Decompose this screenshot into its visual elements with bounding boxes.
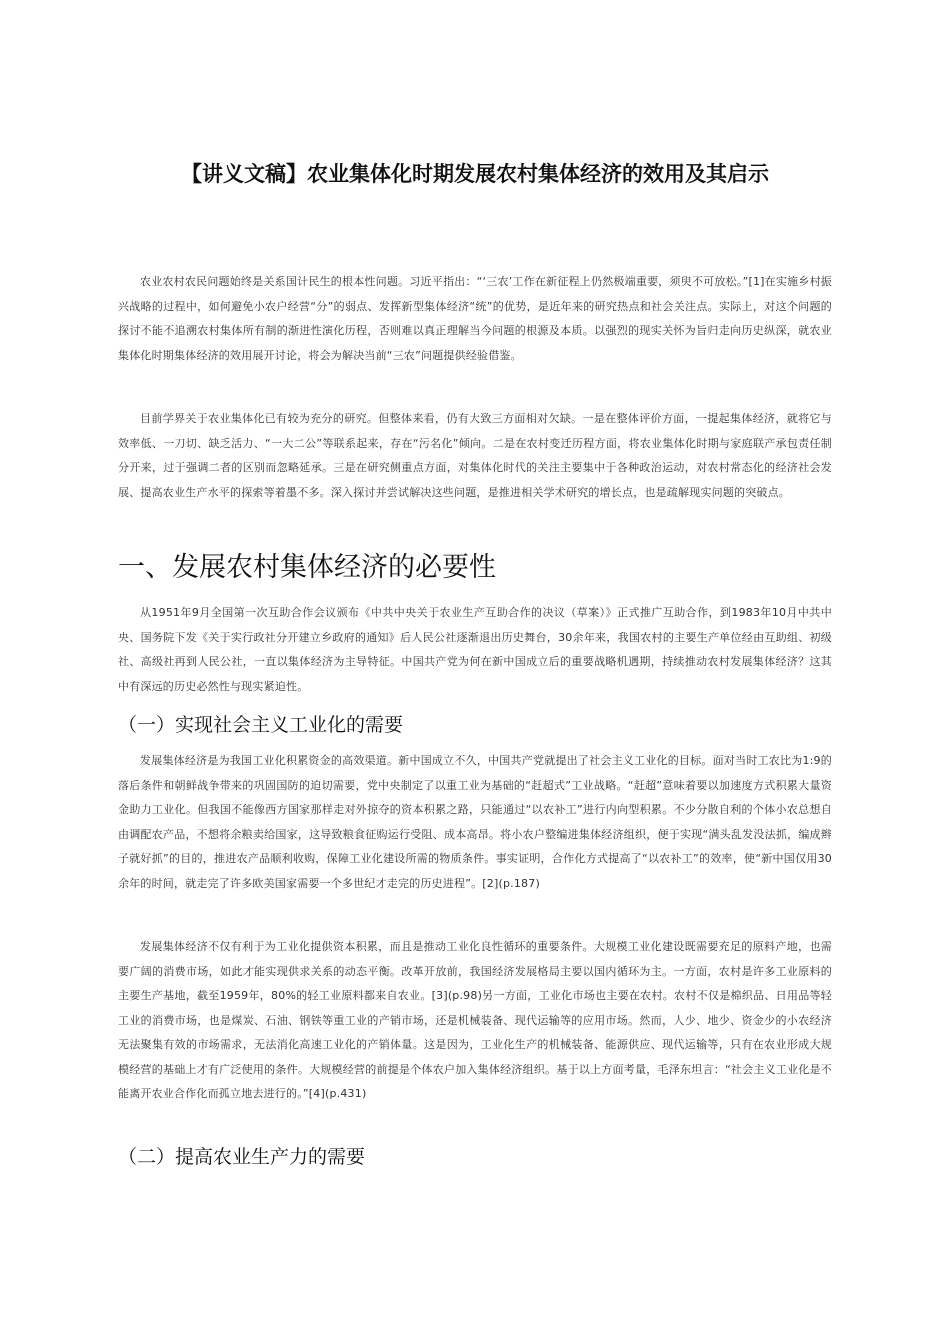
section-one-paragraph: 从1951年9月全国第一次互助合作会议颁布《中共中央关于农业生产互助合作的决议（草案）》正式推广互助合作，到1983年10月中共中央、国务院下发《关于实行政社分开建立乡政府的通知》后人民公社逐渐退出历史舞台，30余年来，我国农村的主要生产单位经由互助组、初级社、高级社再到人民公社，一直以集体经济为主导特征。中国共产党为何在新中国成立后的重要战略机遇期，持续推动农村发展集体经济？这其中有深远的历史必然性与现实紧迫性。 [118, 606, 832, 693]
subsection-industrialization-heading: （一）实现社会主义工业化的需要 [118, 714, 404, 736]
subsection-industrialization-paragraph-2: 发展集体经济不仅有利于为工业化提供资本积累，而且是推动工业化良性循环的重要条件。大规模工业化建设既需要充足的原料产地，也需要广阔的消费市场，如此才能实现供求关系的动态平衡。改革开放前，我国经济发展格局主要以国内循环为主。一方面，农村是许多工业原料的主要生产基地，截至1959年，80%的轻工业原料都来自农业。[3](p.98)另一方面，工业化市场也主要在农村。农村不仅是棉织品、日用品等轻工业的消费市场，也是煤炭、石油、钢铁等重工业的产销市场，还是机械装备、现代运输等的应用市场。然而，人少、地少、资金少的小农经济无法聚集有效的市场需求，无法消化高速工业化的产销体量。这是因为，工业化生产的机械装备、能源供应、现代运输等，只有在农业形成大规模经营的基础上才有广泛使用的条件。大规模经营的前提是个体农户加入集体经济组织。基于以上方面考量，毛泽东坦言：“社会主义工业化是不能离开农业合作化而孤立地去进行的。”[4](p.431) [118, 940, 832, 1100]
subsection-industrialization-paragraph-1: 发展集体经济是为我国工业化积累资金的高效渠道。新中国成立不久，中国共产党就提出了社会主义工业化的目标。面对当时工农比为1:9的落后条件和朝鲜战争带来的巩固国防的迫切需要，党中央制定了以重工业为基础的“赶超式”工业战略。“赶超”意味着要以加速度方式积累大量资金助力工业化。但我国不能像西方国家那样走对外掠夺的资本积累之路，只能通过“以农补工”进行内向型积累。不少分散自利的个体小农总想自由调配农产品，不想将余粮卖给国家，这导致粮食征购运行受阻、成本高昂。将小农户整编进集体经济组织，便于实现“满头乱发没法抓，编成辫子就好抓”的目的，推进农产品顺利收购，保障工业化建设所需的物质条件。事实证明，合作化方式提高了“以农补工”的效率，使“新中国仅用30余年的时间，就走完了许多欧美国家需要一个多世纪才走完的历史进程”。[2](p.187) [118, 754, 832, 890]
intro-paragraph-1: 农业农村农民问题始终是关系国计民生的根本性问题。习近平指出：“‘三农’工作在新征程上仍然极端重要，须臾不可放松。”[1]在实施乡村振兴战略的过程中，如何避免小农户经营“分”的弱点、发挥新型集体经济“统”的优势，是近年来的研究热点和社会关注点。实际上，对这个问题的探讨不能不追溯农村集体所有制的渐进性演化历程，否则难以真正理解当今问题的根源及本质。以强烈的现实关怀为旨归走向历史纵深，就农业集体化时期集体经济的效用展开讨论，将会为解决当前“三农”问题提供经验借鉴。 [118, 275, 832, 362]
subsection-productivity-heading: （二）提高农业生产力的需要 [118, 1146, 366, 1168]
intro-paragraph-2: 目前学界关于农业集体化已有较为充分的研究。但整体来看，仍有大致三方面相对欠缺。一是在整体评价方面，一提起集体经济，就将它与效率低、一刀切、缺乏活力、“一大二公”等联系起来，存在“污名化”倾向。二是在农村变迁历程方面，将农业集体化时期与家庭联产承包责任制分开来，过于强调二者的区别而忽略延承。三是在研究侧重点方面，对集体化时代的关注主要集中于各种政治运动，对农村常态化的经济社会发展、提高农业生产水平的探索等着墨不多。深入探讨并尝试解决这些问题，是推进相关学术研究的增长点，也是疏解现实问题的突破点。 [118, 412, 832, 499]
document-title: 【讲义文稿】农业集体化时期发展农村集体经济的效用及其启示 [181, 162, 769, 186]
section-one-heading: 一、发展农村集体经济的必要性 [118, 552, 496, 583]
